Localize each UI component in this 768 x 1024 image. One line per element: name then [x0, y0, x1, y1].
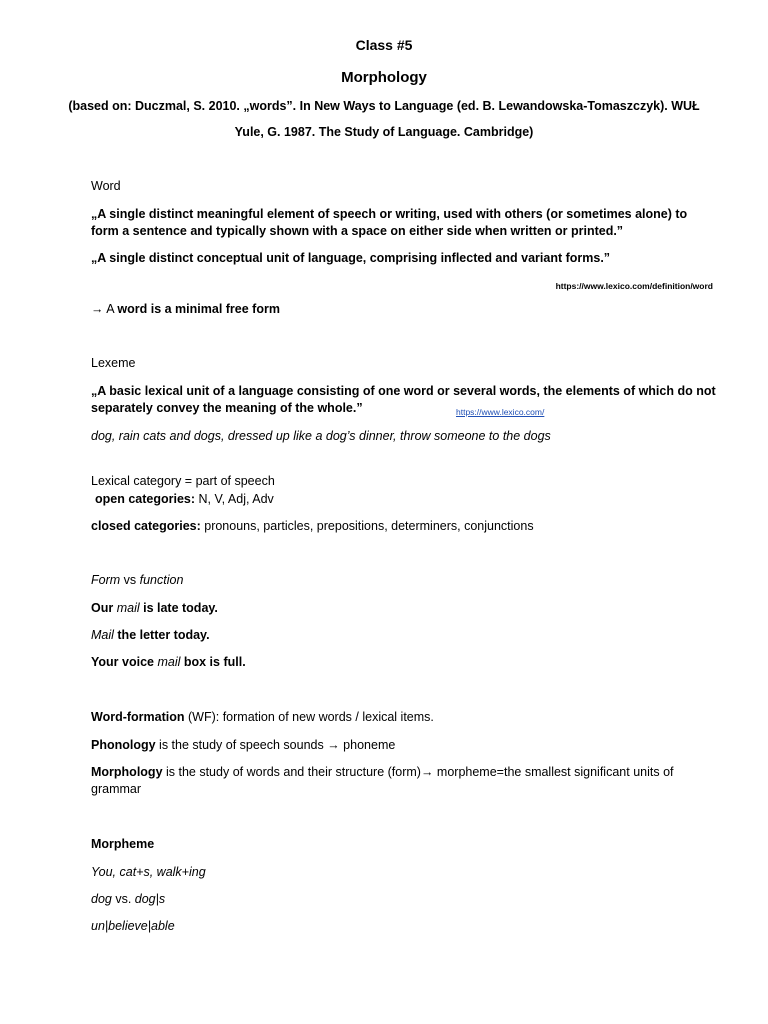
lexeme-definition: „A basic lexical unit of a language consisting of one word or several words, the elements of which do not separately convey the meaning of the whole.” — [91, 384, 716, 415]
closed-categories — [91, 518, 534, 534]
arrow-text: → A — [91, 302, 118, 316]
vs-word: vs. — [111, 892, 135, 906]
morphology-line — [91, 764, 716, 798]
morpheme-example-1: You, cat+s, walk+ing — [91, 865, 206, 879]
example-text: is late today. — [139, 601, 218, 615]
open-categories-label: open categories: — [95, 492, 196, 506]
open-categories-values: N, V, Adj, Adv — [195, 492, 274, 506]
lexeme-source-link[interactable]: https://www.lexico.com/ — [456, 407, 545, 417]
example-text: Our — [91, 601, 117, 615]
example-text: the letter today. — [113, 628, 210, 642]
example-term: dog|s — [134, 892, 166, 906]
word-definition-1: „A single distinct meaningful element of speech or writing, used with others (or sometimes alone) to form a sentence and typically shown with a space on either side when written or printed.” — [91, 207, 688, 238]
example-term: Mail — [91, 628, 114, 642]
morpheme-example-3: un|believe|able — [91, 919, 175, 933]
open-categories — [95, 491, 274, 507]
example-text: Your voice — [91, 655, 158, 669]
word-formation-line — [91, 709, 434, 725]
lexical-category-line: Lexical category = part of speech — [91, 474, 275, 488]
closed-categories-values: pronouns, particles, prepositions, determiners, conjunctions — [200, 519, 534, 533]
closed-categories-label: closed categories: — [91, 519, 201, 533]
example-text: box is full. — [180, 655, 246, 669]
phonology-term: Phonology — [91, 738, 156, 752]
class-title: Class #5 — [355, 37, 413, 53]
word-source-url: https://www.lexico.com/definition/word — [555, 281, 713, 291]
form-example-2 — [91, 627, 210, 643]
lexeme-examples: dog, rain cats and dogs, dressed up like a dog’s dinner, throw someone to the dogs — [91, 429, 551, 443]
form-example-3 — [91, 654, 246, 670]
word-formation-rest: (WF): formation of new words / lexical items. — [184, 710, 434, 724]
word-formation-term: Word-formation — [91, 710, 185, 724]
example-term: dog — [91, 892, 112, 906]
source-line-1: (based on: Duczmal, S. 2010. „words”. In New Ways to Language (ed. B. Lewandowska-Tomaszczyk). WUŁ — [68, 99, 700, 113]
word-conclusion — [91, 301, 280, 317]
word-definition-2: „A single distinct conceptual unit of language, comprising inflected and variant forms.” — [91, 251, 611, 265]
word-conclusion-rest: is a minimal free form — [147, 302, 280, 316]
word-term: word — [117, 302, 148, 316]
word-heading: Word — [91, 179, 121, 193]
lexeme-heading: Lexeme — [91, 356, 136, 370]
form-word: Form — [91, 573, 121, 587]
morpheme-example-2 — [91, 891, 165, 907]
morphology-term: Morphology — [91, 765, 163, 779]
morpheme-heading: Morpheme — [91, 837, 155, 851]
example-term: mail — [116, 601, 140, 615]
source-line-2: Yule, G. 1987. The Study of Language. Cambridge) — [234, 125, 534, 139]
topic-title: Morphology — [341, 69, 427, 86]
form-example-1 — [91, 600, 218, 616]
vs-word: vs — [120, 573, 140, 587]
example-term: mail — [157, 655, 181, 669]
form-function-heading — [91, 572, 183, 588]
function-word: function — [139, 573, 184, 587]
phonology-line — [91, 737, 395, 753]
phonology-rest: is the study of speech sounds → phoneme — [155, 738, 396, 752]
morphology-rest: is the study of words and their structure (form)→ morpheme=the smallest significant units of grammar — [91, 765, 674, 796]
